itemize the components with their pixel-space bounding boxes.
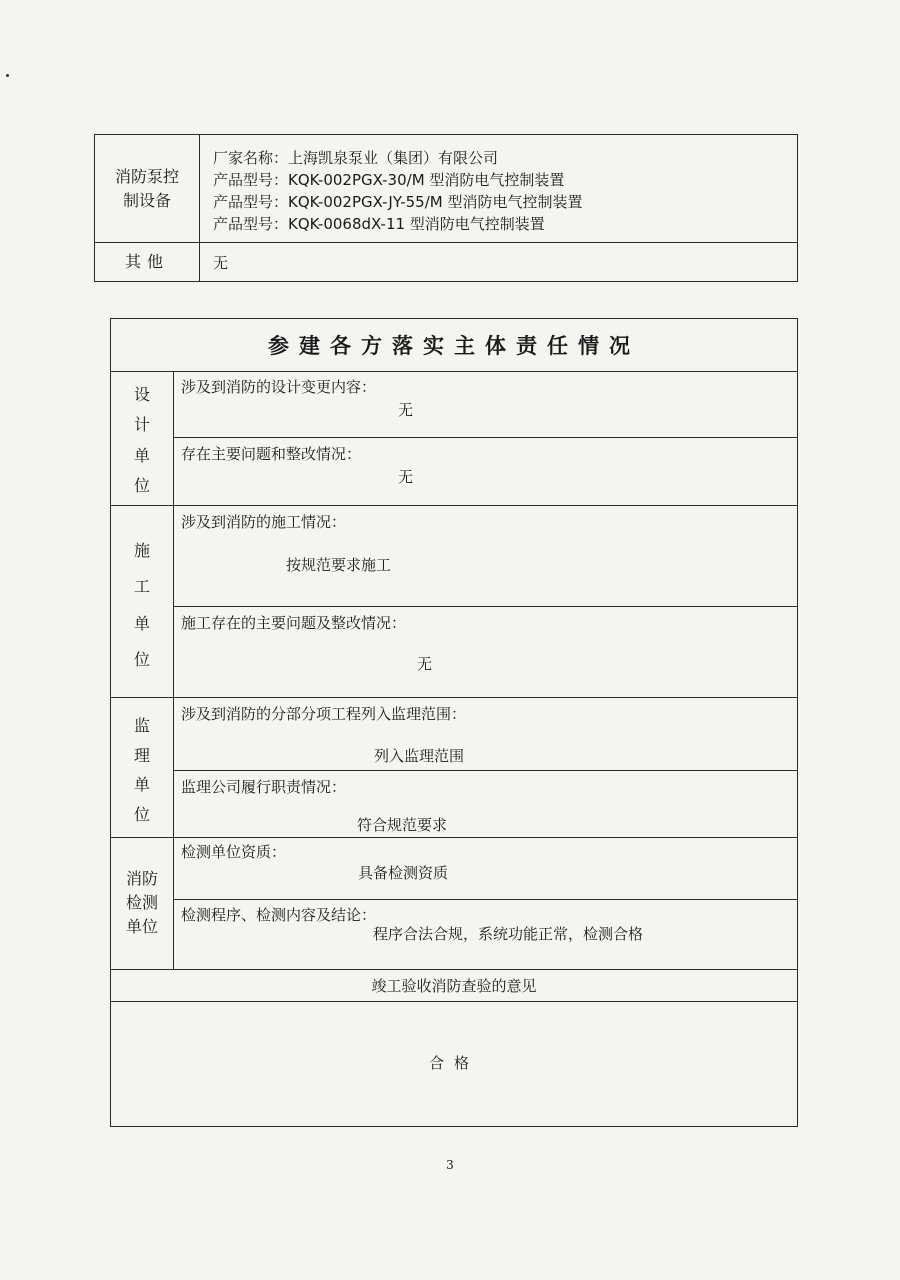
scan-speck (6, 74, 9, 77)
row-divider (111, 1001, 797, 1002)
acceptance-result: 合格 (428, 1054, 479, 1072)
manufacturer-line: 厂家名称：上海凯泉泵业（集团）有限公司 (213, 149, 499, 167)
design-change-question: 涉及到消防的设计变更内容： (181, 378, 377, 396)
construction-unit-label: 施 工 单 位 (133, 541, 150, 669)
construction-issues-answer: 无 (417, 655, 433, 673)
label-column-divider (173, 371, 174, 969)
design-unit-label: 设 计 单 位 (133, 385, 150, 495)
responsibility-table (110, 318, 798, 1127)
pump-control-details (213, 147, 582, 235)
row-divider (111, 697, 797, 698)
construction-issues-question: 施工存在的主要问题及整改情况： (181, 614, 407, 632)
row-divider (173, 770, 797, 771)
acceptance-opinion-title: 竣工验收消防查验的意见 (371, 976, 537, 995)
model-line: 产品型号：KQK-002PGX-JY-55/M 型消防电气控制装置 (213, 193, 583, 211)
construction-status-question: 涉及到消防的施工情况： (181, 513, 347, 531)
testing-qualification-question: 检测单位资质： (181, 843, 287, 861)
supervision-scope-answer: 列入监理范围 (374, 747, 465, 765)
row-divider (173, 437, 797, 438)
supervision-scope-question: 涉及到消防的分部分项工程列入监理范围： (181, 705, 467, 723)
page-number: 3 (446, 1158, 454, 1172)
row-divider (173, 606, 797, 607)
column-divider (199, 135, 200, 281)
testing-qualification-answer: 具备检测资质 (358, 864, 449, 882)
design-issues-answer: 无 (398, 468, 414, 486)
table-title: 参建各方落实主体责任情况 (268, 334, 640, 358)
equipment-table (94, 134, 798, 282)
pump-control-label: 消防泵控制设备 (114, 166, 179, 210)
design-change-answer: 无 (398, 401, 414, 419)
design-issues-question: 存在主要问题和整改情况： (181, 445, 362, 463)
other-row (95, 242, 797, 281)
supervision-duty-question: 监理公司履行职责情况： (181, 778, 347, 796)
construction-status-answer: 按规范要求施工 (286, 556, 392, 574)
other-label: 其他 (124, 251, 169, 271)
testing-unit-label: 消防 检测 单位 (125, 869, 158, 936)
row-divider (111, 505, 797, 506)
row-divider (111, 837, 797, 838)
other-value: 无 (213, 254, 229, 272)
pump-control-row (95, 135, 797, 243)
row-divider (111, 371, 797, 372)
testing-conclusion-question: 检测程序、检测内容及结论： (181, 906, 377, 924)
pump-control-label-cell (95, 135, 199, 242)
supervision-duty-answer: 符合规范要求 (357, 816, 448, 834)
testing-conclusion-answer: 程序合法合规，系统功能正常，检测合格 (373, 925, 644, 943)
model-line: 产品型号：KQK-002PGX-30/M 型消防电气控制装置 (213, 171, 565, 189)
supervision-unit-label: 监 理 单 位 (133, 716, 150, 824)
model-line: 产品型号：KQK-0068dX-11 型消防电气控制装置 (213, 215, 545, 233)
row-divider (173, 899, 797, 900)
